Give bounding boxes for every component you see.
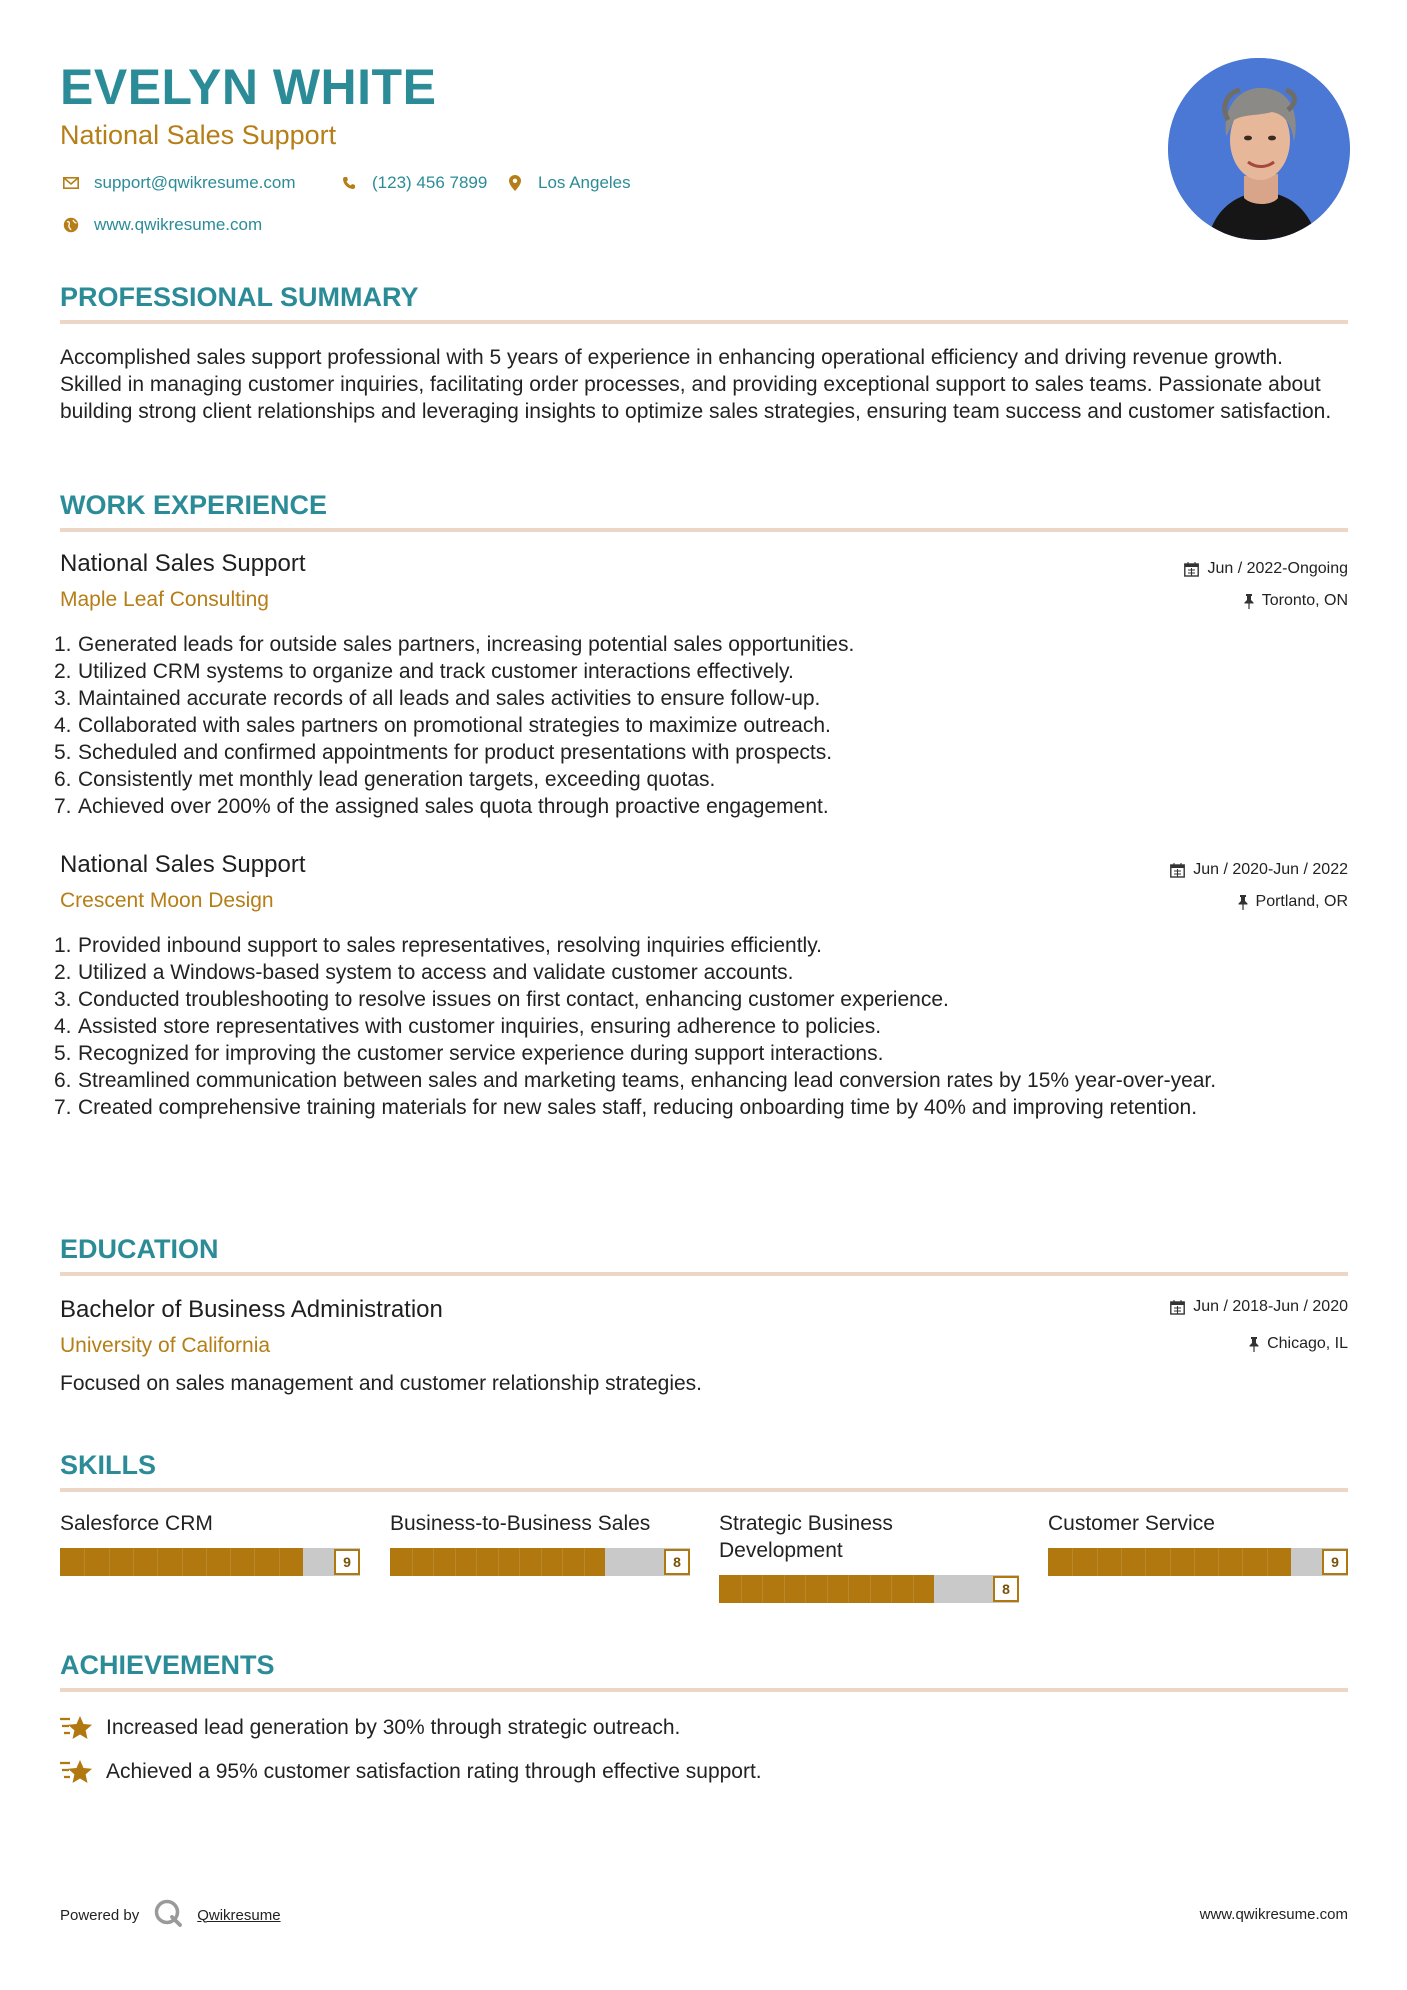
education-dates-text: Jun / 2018-Jun / 2020 xyxy=(1193,1298,1348,1315)
candidate-headline: National Sales Support xyxy=(60,120,337,150)
website-text: www.qwikresume.com xyxy=(94,215,263,234)
list-item: 6. Consistently met monthly lead generation targets, exceeding quotas. xyxy=(54,768,716,791)
skill-bar-segment xyxy=(1145,1548,1146,1576)
list-item: 5. Recognized for improving the customer service experience during support interactions. xyxy=(54,1042,884,1065)
skill-name: Strategic Business Development xyxy=(719,1512,893,1562)
job-dates-text: Jun / 2020-Jun / 2022 xyxy=(1193,861,1348,878)
list-item: 3. Conducted troubleshooting to resolve issues on first contact, enhancing customer experience. xyxy=(54,988,949,1011)
company-name: Maple Leaf Consulting xyxy=(60,588,269,611)
section-title-achievements: ACHIEVEMENTS xyxy=(60,1650,275,1680)
skill-bar-segment xyxy=(157,1548,158,1576)
skill-bar-segment xyxy=(1242,1548,1243,1576)
skill-bar-segment xyxy=(1267,1548,1268,1576)
calendar-icon xyxy=(1170,1300,1185,1315)
pushpin-icon xyxy=(1244,594,1254,609)
phone-icon xyxy=(338,172,360,194)
section-title-education: EDUCATION xyxy=(60,1234,219,1264)
skill-bar-segment xyxy=(109,1548,110,1576)
achievement-text: Increased lead generation by 30% through strategic outreach. xyxy=(106,1716,681,1739)
skill-level-bar xyxy=(390,1548,690,1576)
powered-by-label: Powered by xyxy=(60,1906,140,1924)
section-title-summary: PROFESSIONAL SUMMARY xyxy=(60,282,419,312)
candidate-name: EVELYN WHITE xyxy=(60,59,437,115)
qwikresume-link[interactable]: Qwikresume xyxy=(197,1906,281,1924)
skill-bar-segment xyxy=(762,1575,763,1603)
job-location-text: Portland, OR xyxy=(1255,893,1348,910)
skill-name: Business-to-Business Sales xyxy=(390,1512,651,1535)
skill-item xyxy=(1048,1510,1348,1570)
skill-bar-segment xyxy=(741,1575,742,1603)
summary-text: Accomplished sales support professional with 5 years of experience in enhancing operational efficiency and driving revenue growth. Skilled in managing customer inquiries, facilitating order processes, and providing exceptional support to sales teams. Passionate about building strong client relationships and leveraging insights to optimize sales strategies, ensuring team success and customer satisfaction. xyxy=(60,346,1332,423)
job-location xyxy=(1244,592,1348,610)
achievement-item xyxy=(60,1713,680,1743)
pushpin-icon xyxy=(1249,1337,1259,1352)
skill-bar-segment xyxy=(1121,1548,1122,1576)
skill-bar-segment xyxy=(784,1575,785,1603)
section-title-skills: SKILLS xyxy=(60,1450,157,1480)
skill-bar-segment xyxy=(455,1548,456,1576)
education-description: Focused on sales management and customer relationship strategies. xyxy=(60,1372,703,1395)
skill-item xyxy=(390,1510,690,1570)
calendar-icon xyxy=(1184,562,1199,577)
footer-url[interactable]: www.qwikresume.com xyxy=(1199,1906,1348,1923)
skill-level-badge: 9 xyxy=(1322,1549,1348,1575)
skill-level-badge: 9 xyxy=(334,1549,360,1575)
skill-level-bar xyxy=(60,1548,360,1576)
list-item: 1. Generated leads for outside sales partners, increasing potential sales opportunities. xyxy=(54,633,855,656)
job-title: National Sales Support xyxy=(60,550,306,577)
skill-name: Salesforce CRM xyxy=(60,1512,213,1535)
list-item: 4. Assisted store representatives with customer inquiries, ensuring adherence to policies. xyxy=(54,1015,882,1038)
company-name: Crescent Moon Design xyxy=(60,889,274,912)
skill-level-bar xyxy=(1048,1548,1348,1576)
map-pin-icon xyxy=(504,172,526,194)
skill-bar-segment xyxy=(230,1548,231,1576)
contact-phone[interactable] xyxy=(338,172,487,194)
achievement-text: Achieved a 95% customer satisfaction rating through effective support. xyxy=(106,1760,762,1783)
profile-photo xyxy=(1168,58,1350,240)
skill-bar-segment xyxy=(848,1575,849,1603)
job-bullets xyxy=(54,932,1320,1121)
skill-level-badge: 8 xyxy=(664,1549,690,1575)
skill-bar-segment xyxy=(870,1575,871,1603)
job-dates xyxy=(1184,560,1348,578)
contact-website[interactable] xyxy=(60,214,262,236)
qwikresume-logo-icon xyxy=(153,1898,183,1932)
list-item: 2. Utilized a Windows-based system to access and validate customer accounts. xyxy=(54,961,794,984)
skill-bar-segment xyxy=(805,1575,806,1603)
skill-bar-segment xyxy=(133,1548,134,1576)
list-item: 1. Provided inbound support to sales representatives, resolving inquiries efficiently. xyxy=(54,934,822,957)
list-item: 4. Collaborated with sales partners on promotional strategies to maximize outreach. xyxy=(54,714,831,737)
footer-powered-by xyxy=(60,1898,281,1932)
section-divider xyxy=(60,1272,1348,1276)
pushpin-icon xyxy=(1238,895,1248,910)
skill-bar-segment xyxy=(206,1548,207,1576)
section-divider xyxy=(60,1488,1348,1492)
skill-level-bar xyxy=(719,1575,1019,1603)
skill-bar-segment xyxy=(827,1575,828,1603)
skill-bar-segment xyxy=(541,1548,542,1576)
envelope-icon xyxy=(60,172,82,194)
skill-bar-segment xyxy=(182,1548,183,1576)
education-location xyxy=(1249,1335,1348,1353)
skill-bar-segment xyxy=(562,1548,563,1576)
skill-bar-segment xyxy=(584,1548,585,1576)
job-dates xyxy=(1170,861,1348,879)
education-dates xyxy=(1170,1298,1348,1316)
phone-text: (123) 456 7899 xyxy=(372,173,488,192)
list-item: 2. Utilized CRM systems to organize and track customer interactions effectively. xyxy=(54,660,794,683)
achievement-item xyxy=(60,1757,762,1787)
skill-bar-segment xyxy=(1218,1548,1219,1576)
skill-item xyxy=(719,1510,1019,1597)
contact-email[interactable] xyxy=(60,172,296,194)
skill-bar-segment xyxy=(913,1575,914,1603)
skill-level-badge: 8 xyxy=(993,1576,1019,1602)
section-title-experience: WORK EXPERIENCE xyxy=(60,490,328,520)
job-dates-text: Jun / 2022-Ongoing xyxy=(1207,560,1348,577)
skill-name: Customer Service xyxy=(1048,1512,1215,1535)
skill-item xyxy=(60,1510,360,1570)
globe-icon xyxy=(60,214,82,236)
skill-bar-segment xyxy=(1072,1548,1073,1576)
skill-bar-segment xyxy=(1097,1548,1098,1576)
skill-bar-segment xyxy=(254,1548,255,1576)
skill-bar-segment xyxy=(1194,1548,1195,1576)
star-award-icon xyxy=(60,1757,94,1787)
list-item: 6. Streamlined communication between sales and marketing teams, enhancing lead conversion rates by 15% year-over-year. xyxy=(54,1069,1217,1092)
location-text: Los Angeles xyxy=(538,173,631,192)
job-title: National Sales Support xyxy=(60,851,306,878)
skill-bar-segment xyxy=(412,1548,413,1576)
calendar-icon xyxy=(1170,863,1185,878)
section-divider xyxy=(60,320,1348,324)
skill-bar-segment xyxy=(84,1548,85,1576)
list-item: 7. Created comprehensive training materials for new sales staff, reducing onboarding time by 40% and improving retention. xyxy=(54,1096,1198,1119)
skill-bar-segment xyxy=(498,1548,499,1576)
school-name: University of California xyxy=(60,1334,271,1357)
education-location-text: Chicago, IL xyxy=(1267,1335,1348,1352)
skill-bar-segment xyxy=(891,1575,892,1603)
job-location xyxy=(1238,893,1348,911)
list-item: 3. Maintained accurate records of all leads and sales activities to ensure follow-up. xyxy=(54,687,821,710)
section-divider xyxy=(60,528,1348,532)
list-item: 7. Achieved over 200% of the assigned sales quota through proactive engagement. xyxy=(54,795,829,818)
skill-bar-segment xyxy=(519,1548,520,1576)
degree-title: Bachelor of Business Administration xyxy=(60,1296,443,1323)
skill-bar-segment xyxy=(433,1548,434,1576)
list-item: 5. Scheduled and confirmed appointments for product presentations with prospects. xyxy=(54,741,833,764)
skill-bar-segment xyxy=(1170,1548,1171,1576)
email-text: support@qwikresume.com xyxy=(94,173,296,192)
job-location-text: Toronto, ON xyxy=(1261,592,1348,609)
skill-bar-segment xyxy=(279,1548,280,1576)
job-bullets xyxy=(54,631,1320,820)
section-divider xyxy=(60,1688,1348,1692)
skill-bar-segment xyxy=(476,1548,477,1576)
contact-location xyxy=(504,172,631,194)
star-award-icon xyxy=(60,1713,94,1743)
